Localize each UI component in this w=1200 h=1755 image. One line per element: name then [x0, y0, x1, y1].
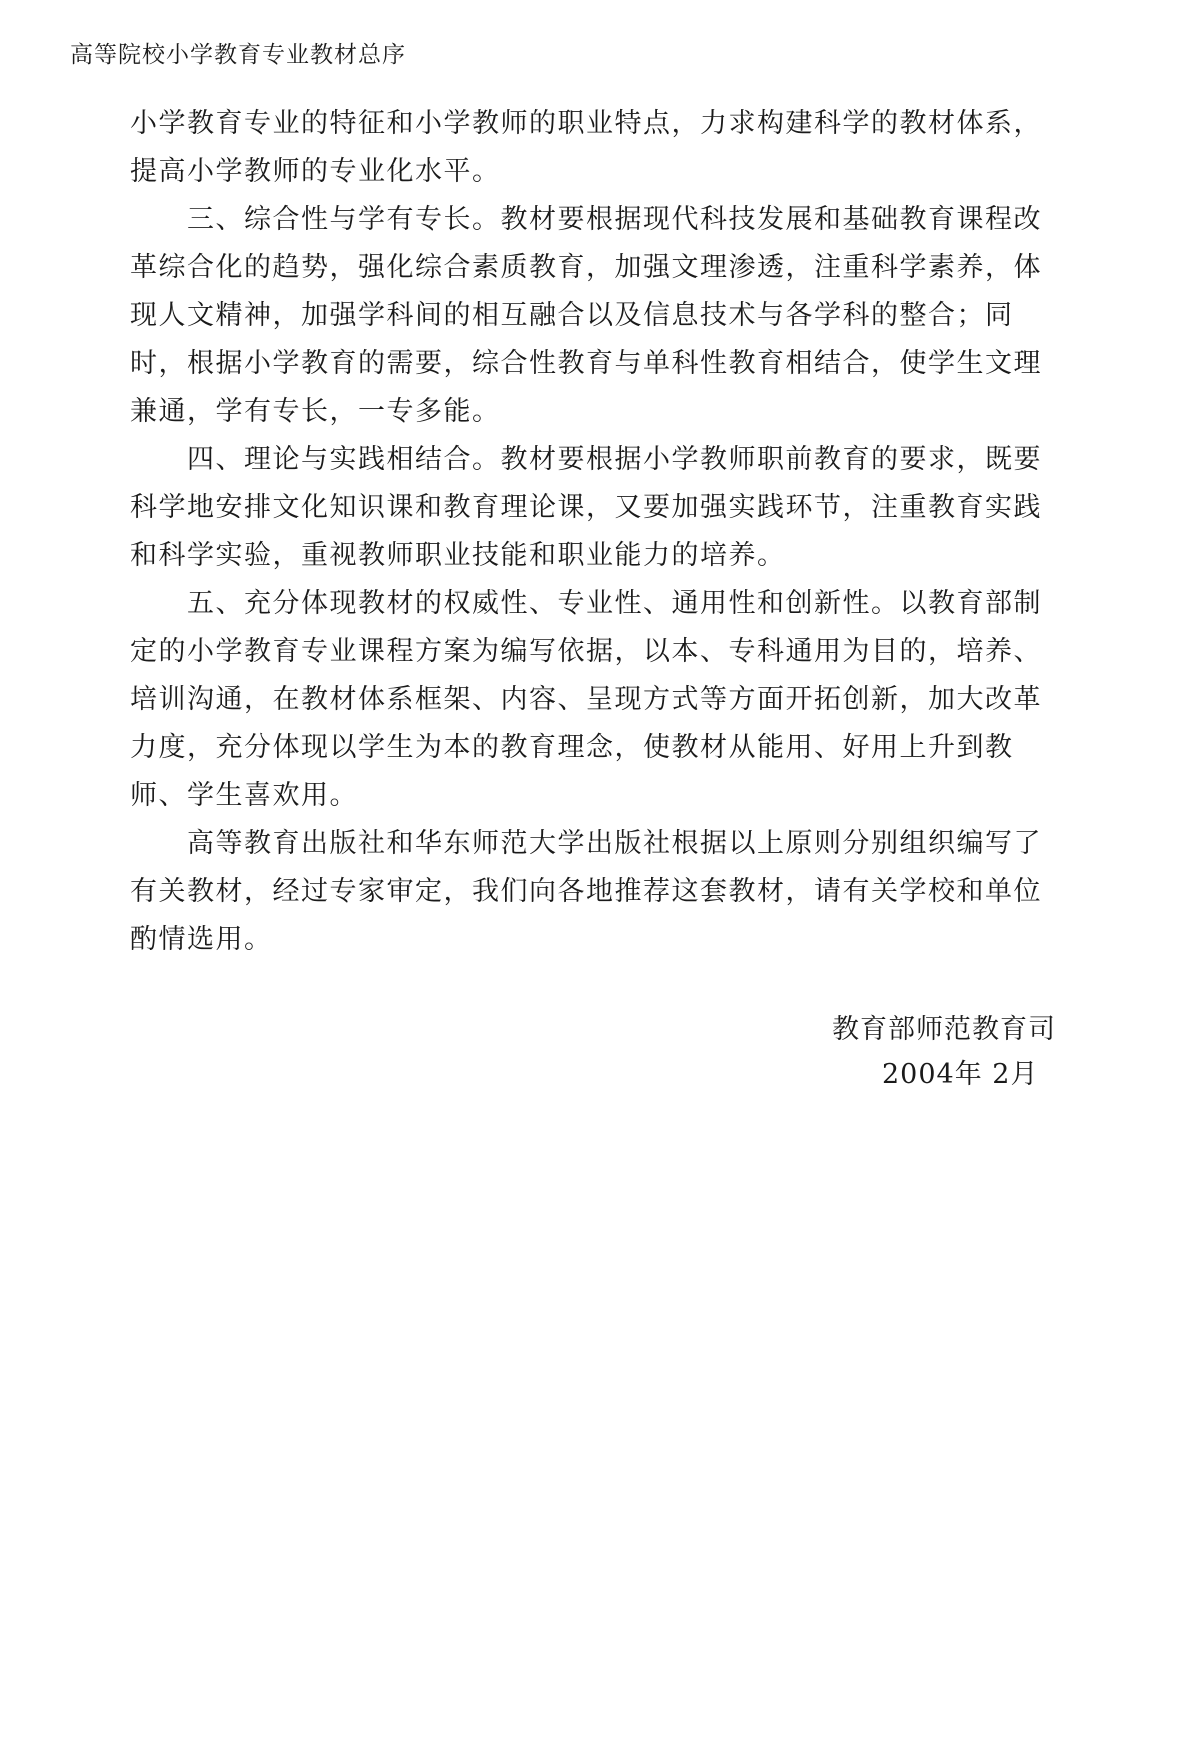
text-line: 培训沟通，在教材体系框架、内容、呈现方式等方面开拓创新，加大改革: [130, 684, 1042, 715]
text-line: 力度，充分体现以学生为本的教育理念，使教材从能用、好用上升到教: [130, 732, 1014, 763]
running-header: 高等院校小学教育专业教材总序: [70, 42, 406, 68]
text-line: 革综合化的趋势，强化综合素质教育，加强文理渗透，注重科学素养，体: [130, 252, 1042, 283]
paragraph-continuation: [130, 100, 1150, 196]
signature-block: [832, 1007, 1092, 1097]
text-line: 五、充分体现教材的权威性、专业性、通用性和创新性。以教育部制: [130, 588, 1042, 619]
text-line: 科学地安排文化知识课和教育理论课，又要加强实践环节，注重教育实践: [130, 492, 1042, 523]
paragraph-principle-five: [130, 580, 1150, 820]
text-line: 有关教材，经过专家审定，我们向各地推荐这套教材，请有关学校和单位: [130, 876, 1042, 907]
text-line: 小学教育专业的特征和小学教师的职业特点，力求构建科学的教材体系，: [130, 108, 1042, 139]
text-line: 酌情选用。: [130, 924, 273, 955]
paragraph-publishers: [130, 820, 1150, 964]
text-line: 四、理论与实践相结合。教材要根据小学教师职前教育的要求，既要: [130, 444, 1042, 475]
text-line: 时，根据小学教育的需要，综合性教育与单科性教育相结合，使学生文理: [130, 348, 1042, 379]
text-line: 定的小学教育专业课程方案为编写依据，以本、专科通用为目的，培养、: [130, 636, 1042, 667]
text-line: 和科学实验，重视教师职业技能和职业能力的培养。: [130, 540, 786, 571]
text-line: 三、综合性与学有专长。教材要根据现代科技发展和基础教育课程改: [130, 204, 1042, 235]
text-line: 师、学生喜欢用。: [130, 780, 358, 811]
text-line: 高等教育出版社和华东师范大学出版社根据以上原则分别组织编写了: [130, 828, 1042, 859]
text-line: 提高小学教师的专业化水平。: [130, 156, 501, 187]
signature-date: 2004年 2月: [882, 1059, 1039, 1090]
signature-organization: 教育部师范教育司: [832, 1014, 1056, 1045]
text-line: 兼通，学有专长，一专多能。: [130, 396, 501, 427]
body-text: [130, 100, 1150, 964]
paragraph-principle-four: [130, 436, 1150, 580]
text-line: 现人文精神，加强学科间的相互融合以及信息技术与各学科的整合；同: [130, 300, 1014, 331]
paragraph-principle-three: [130, 196, 1150, 436]
